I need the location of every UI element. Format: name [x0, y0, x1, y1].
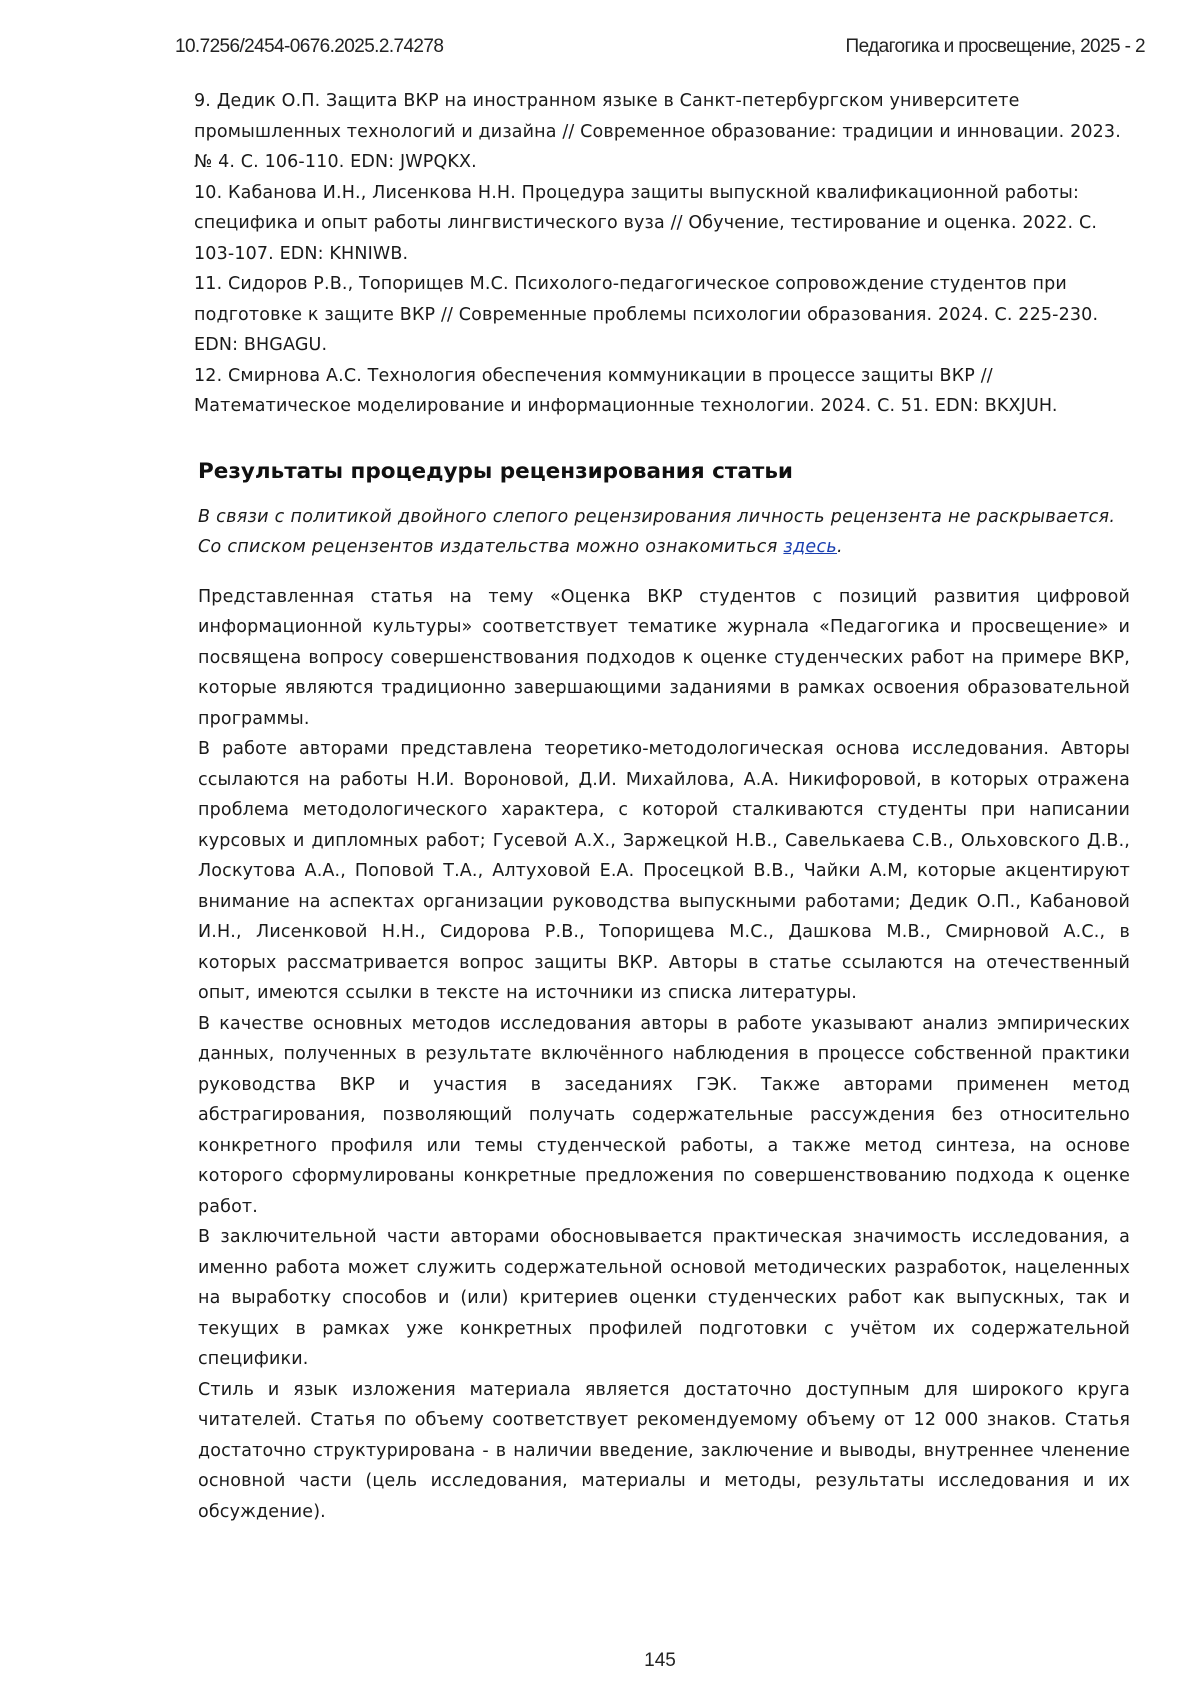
review-notice — [198, 502, 1130, 563]
notice-prefix: Со списком рецензентов издательства можно ознакомиться — [198, 537, 783, 557]
notice-line: В связи с политикой двойного слепого рецензирования личность рецензента не раскрывается. — [198, 502, 1130, 533]
page-number: 145 — [0, 1650, 1200, 1672]
reference-item: 12. Смирнова А.С. Технология обеспечения коммуникации в процессе защиты ВКР // Математическое моделирование и информационные технологии. 2024. С. 51. EDN: BKXJUH. — [194, 361, 1130, 422]
notice-line — [198, 532, 1130, 563]
review-body — [198, 582, 1130, 1528]
doi-text: 10.7256/2454-0676.2025.2.74278 — [175, 36, 443, 58]
running-header — [175, 36, 1145, 58]
review-paragraph: Представленная статья на тему «Оценка ВКР студентов с позиций развития цифровой информационной культуры» соответствует тематике журнала «Педагогика и просвещение» и посвящена вопросу совершенствования подходов к оценке студенческих работ на примере ВКР, которые являются традиционно завершающими заданиями в рамках освоения образовательной программы. — [198, 582, 1130, 735]
reference-item: 11. Сидоров Р.В., Топорищев М.С. Психолого-педагогическое сопровождение студентов при подготовке к защите ВКР // Современные проблемы психологии образования. 2024. С. 225-230. EDN: BHGAGU. — [194, 269, 1130, 361]
reference-item: 9. Дедик О.П. Защита ВКР на иностранном языке в Санкт-петербургском университете промышленных технологий и дизайна // Современное образование: традиции и инновации. 2023. № 4. С. 106-110. EDN: JWPQKX. — [194, 86, 1130, 178]
reference-item: 10. Кабанова И.Н., Лисенкова Н.Н. Процедура защиты выпускной квалификационной работы: специфика и опыт работы лингвистического вуза // Обучение, тестирование и оценка. 2022. С. 103-107. EDN: KHNIWB. — [194, 178, 1130, 270]
review-paragraph: В заключительной части авторами обосновывается практическая значимость исследования, а именно работа может служить содержательной основой методических разработок, нацеленных на выработку способов и (или) критериев оценки студенческих работ как выпускных, так и текущих в рамках уже конкретных профилей подготовки с учётом их содержательной специфики. — [198, 1222, 1130, 1375]
journal-title: Педагогика и просвещение, 2025 - 2 — [846, 36, 1145, 58]
review-paragraph: Стиль и язык изложения материала является достаточно доступным для широкого круга читателей. Статья по объему соответствует рекомендуемому объему от 12 000 знаков. Статья достаточно структурирована - в наличии введение, заключение и выводы, внутреннее членение основной части (цель исследования, материалы и методы, результаты исследования и их обсуждение). — [198, 1375, 1130, 1528]
reviewers-link[interactable]: здесь — [783, 537, 837, 557]
reference-list — [194, 86, 1130, 422]
section-title: Результаты процедуры рецензирования статьи — [198, 459, 1130, 484]
review-paragraph: В качестве основных методов исследования авторы в работе указывают анализ эмпирических данных, полученных в результате включённого наблюдения в процессе собственной практики руководства ВКР и участия в заседаниях ГЭК. Также авторами применен метод абстрагирования, позволяющий получать содержательные рассуждения без относительно конкретного профиля или темы студенческой работы, а также метод синтеза, на основе которого сформулированы конкретные предложения по совершенствованию подхода к оценке работ. — [198, 1009, 1130, 1223]
notice-suffix: . — [837, 537, 843, 557]
page-content — [196, 86, 1130, 1527]
review-paragraph: В работе авторами представлена теоретико-методологическая основа исследования. Авторы ссылаются на работы Н.И. Вороновой, Д.И. Михайлова, А.А. Никифоровой, в которых отражена проблема методологического характера, с которой сталкиваются студенты при написании курсовых и дипломных работ; Гусевой А.Х., Заржецкой Н.В., Савелькаева С.В., Ольховского Д.В., Лоскутова А.А., Поповой Т.А., Алтуховой Е.А. Просецкой В.В., Чайки А.М, которые акцентируют внимание на аспектах организации руководства выпускными работами; Дедик О.П., Кабановой И.Н., Лисенковой Н.Н., Сидорова Р.В., Топорищева М.С., Дашкова М.В., Смирновой А.С., в которых рассматривается вопрос защиты ВКР. Авторы в статье ссылаются на отечественный опыт, имеются ссылки в тексте на источники из списка литературы. — [198, 734, 1130, 1009]
